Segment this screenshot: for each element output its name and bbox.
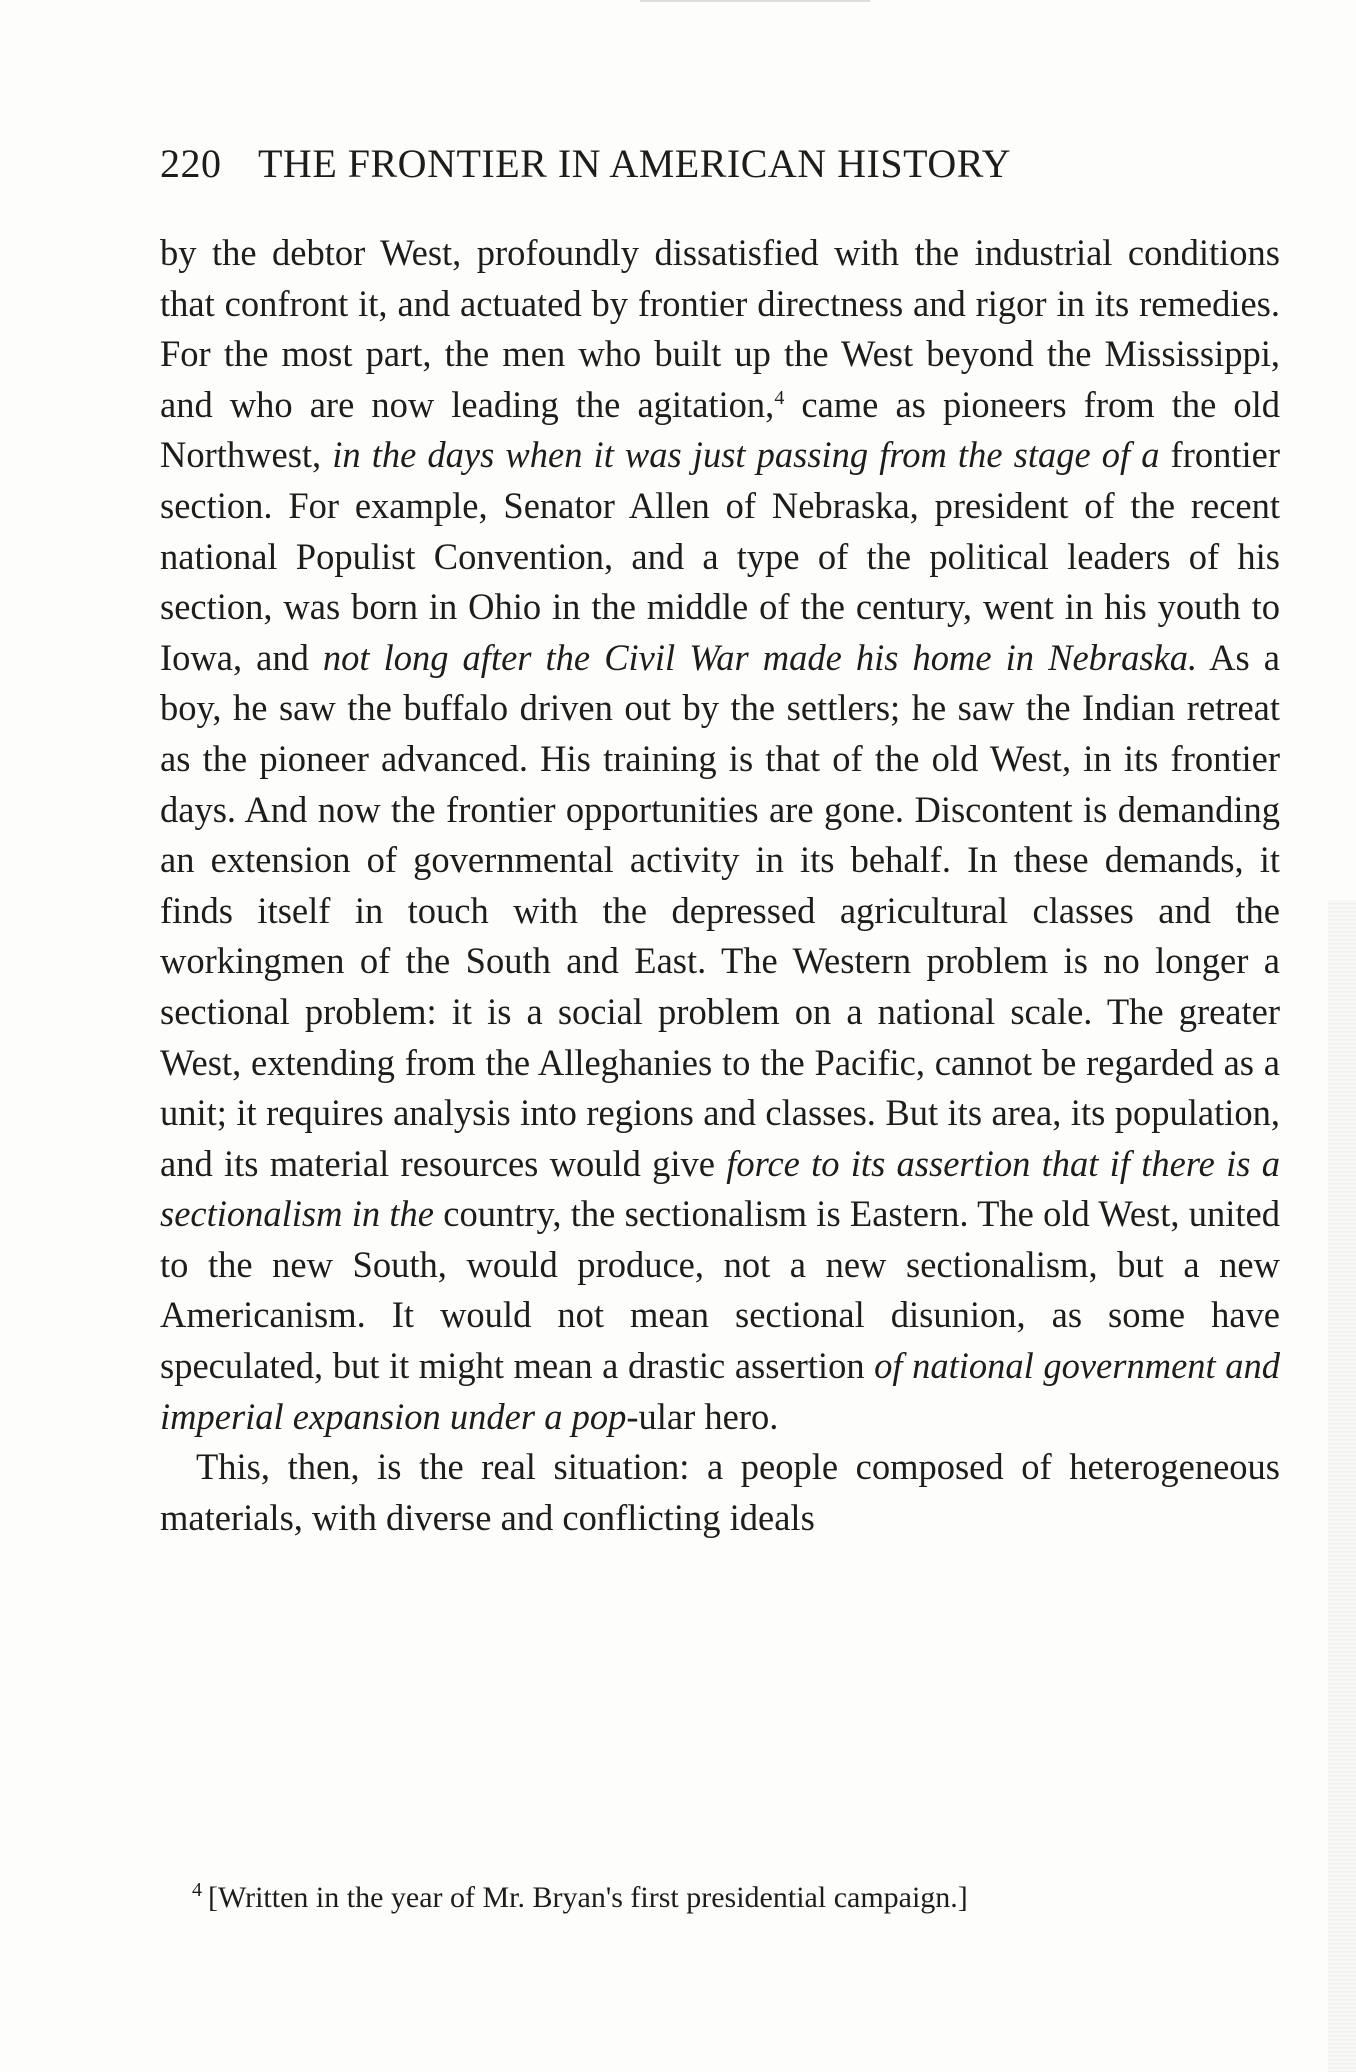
footnote bbox=[192, 1880, 1282, 1916]
body-text bbox=[160, 228, 1280, 1543]
paragraph-1-italic-a: in the days when it was just passing from the stage of a bbox=[332, 434, 1160, 476]
footnote-reference[interactable]: 4 bbox=[774, 386, 785, 409]
running-header bbox=[160, 142, 1280, 186]
paragraph-1-segment-b: came as pioneers from the old Northwest, bbox=[160, 383, 1281, 476]
paragraph-1-italic-c: force to its assertion that if there is a sectionalism in the bbox=[160, 1142, 1280, 1235]
running-title: THE FRONTIER IN AMERICAN HISTORY bbox=[258, 141, 1012, 186]
paragraph-2: This, then, is the real situation: a people composed of heterogeneous materials, with diverse and conflicting ideals bbox=[160, 1446, 1280, 1538]
paragraph-1-segment-e: country, the sectionalism is Eastern. The old West, united to the new South, would produce, not a new sectionalism, but a new Americanism. It would not mean sectional disunion, as some have speculated, but it might mean a drastic assertion bbox=[160, 1193, 1280, 1387]
paragraph-1-segment-f: ular hero. bbox=[638, 1395, 779, 1437]
paragraph-1-segment-c: frontier section. For example, Senator Allen of Nebraska, president of the recent national Populist Convention, and a type of the political leaders of his section, was born in Ohio in the middle of the century, went in his youth to Iowa, and bbox=[160, 434, 1280, 678]
footnote-text: [Written in the year of Mr. Bryan's first presidential campaign.] bbox=[208, 1881, 968, 1914]
paragraph-1-italic-d: of national government and imperial expansion under a pop- bbox=[160, 1345, 1280, 1437]
paragraph-1 bbox=[160, 228, 1280, 1442]
paragraph-1-segment-a: by the debtor West, profoundly dissatisfied with the industrial conditions that confront it, and actuated by frontier directness and rigor in its remedies. For the most part, the men who built up the West beyond the Mississippi, and who are now leading the agitation, bbox=[160, 232, 1280, 425]
footnote-mark: 4 bbox=[192, 1879, 202, 1901]
paragraph-1-italic-b: not long after the Civil War made his home in Nebraska. bbox=[322, 636, 1198, 678]
page-edge-shadow bbox=[1328, 900, 1356, 2072]
scan-artifact bbox=[640, 0, 870, 6]
paragraph-1-segment-d: As a boy, he saw the buffalo driven out by the settlers; he saw the Indian retreat as the pioneer advanced. His training is that of the old West, in its frontier days. And now the frontier opportunities are gone. Discontent is demanding an extension of governmental activity in its behalf. In these demands, it finds itself in touch with the depressed agricultural classes and the workingmen of the South and East. The Western problem is no longer a sectional problem: it is a social problem on a national scale. The greater West, extending from the Alleghanies to the Pacific, cannot be regarded as a unit; it requires analysis into regions and classes. But its area, its population, and its material resources would give bbox=[160, 636, 1281, 1184]
page-number: 220 bbox=[160, 141, 222, 186]
